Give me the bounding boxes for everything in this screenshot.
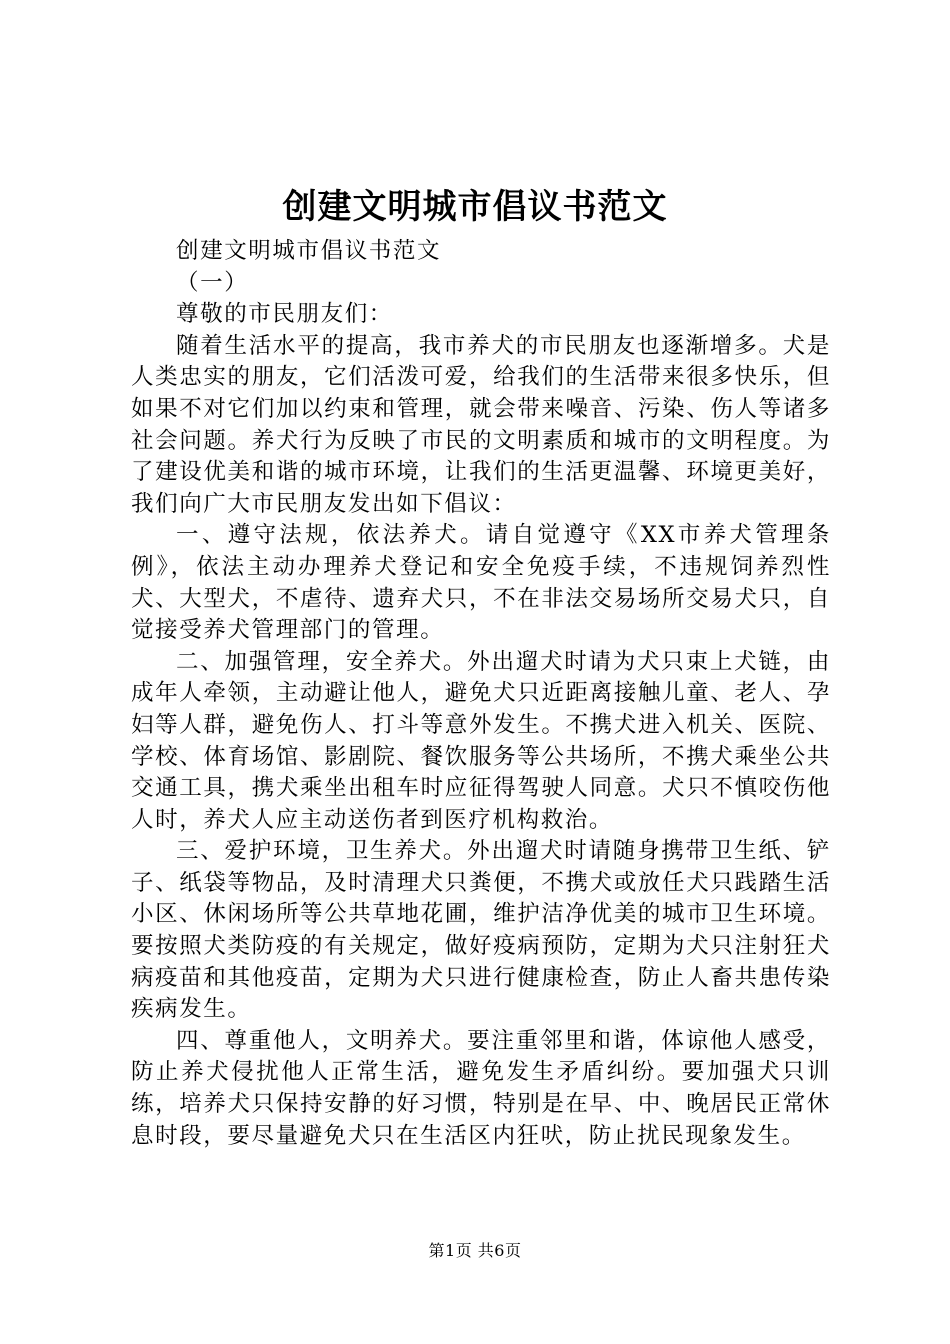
document-title: 创建文明城市倡议书范文 [282, 187, 668, 227]
body-heading: 创建文明城市倡议书范文 [176, 238, 442, 264]
proposal-2-paragraph: 二、加强管理，安全养犬。外出遛犬时请为犬只束上犬链，由成年人牵领，主动避让他人，避免犬只近距离接触儿童、老人、孕妇等人群，避免伤人、打斗等意外发生。不携犬进入机关、医院、学校、体育场馆、影剧院、餐饮服务等公共场所，不携犬乘坐公共交通工具，携犬乘坐出租车时应征得驾驶人同意。犬只不慎咬伤他人时，养犬人应主动送伤者到医疗机构救治。 [131, 648, 831, 833]
section-number: （一） [176, 269, 249, 296]
document-body [131, 236, 831, 1152]
intro-paragraph: 随着生活水平的提高，我市养犬的市民朋友也逐渐增多。犬是人类忠实的朋友，它们活泼可爱，给我们的生活带来很多快乐，但如果不对它们加以约束和管理，就会带来噪音、污染、伤人等诸多社会问题。养犬行为反映了市民的文明素质和城市的文明程度。为了建设优美和谐的城市环境，让我们的生活更温馨、环境更美好，我们向广大市民朋友发出如下倡议： [131, 332, 831, 517]
proposal-3-paragraph: 三、爱护环境，卫生养犬。外出遛犬时请随身携带卫生纸、铲子、纸袋等物品，及时清理犬只粪便，不携犬或放任犬只践踏生活小区、休闲场所等公共草地花圃，维护洁净优美的城市卫生环境。要按照犬类防疫的有关规定，做好疫病预防，定期为犬只注射狂犬病疫苗和其他疫苗，定期为犬只进行健康检查，防止人畜共患传染疾病发生。 [131, 838, 831, 1023]
page-number-footer: 第1页 共6页 [428, 1241, 522, 1260]
proposal-4-paragraph: 四、尊重他人，文明养犬。要注重邻里和谐，体谅他人感受，防止养犬侵扰他人正常生活，避免发生矛盾纠纷。要加强犬只训练，培养犬只保持安静的好习惯，特别是在早、中、晚居民正常休息时段，要尽量避免犬只在生活区内狂吠，防止扰民现象发生。 [131, 1027, 831, 1149]
salutation: 尊敬的市民朋友们： [176, 301, 393, 328]
proposal-1-paragraph: 一、遵守法规，依法养犬。请自觉遵守《XX市养犬管理条例》，依法主动办理养犬登记和安全免疫手续，不违规饲养烈性犬、大型犬，不虐待、遗弃犬只，不在非法交易场所交易犬只，自觉接受养犬管理部门的管理。 [131, 522, 831, 644]
